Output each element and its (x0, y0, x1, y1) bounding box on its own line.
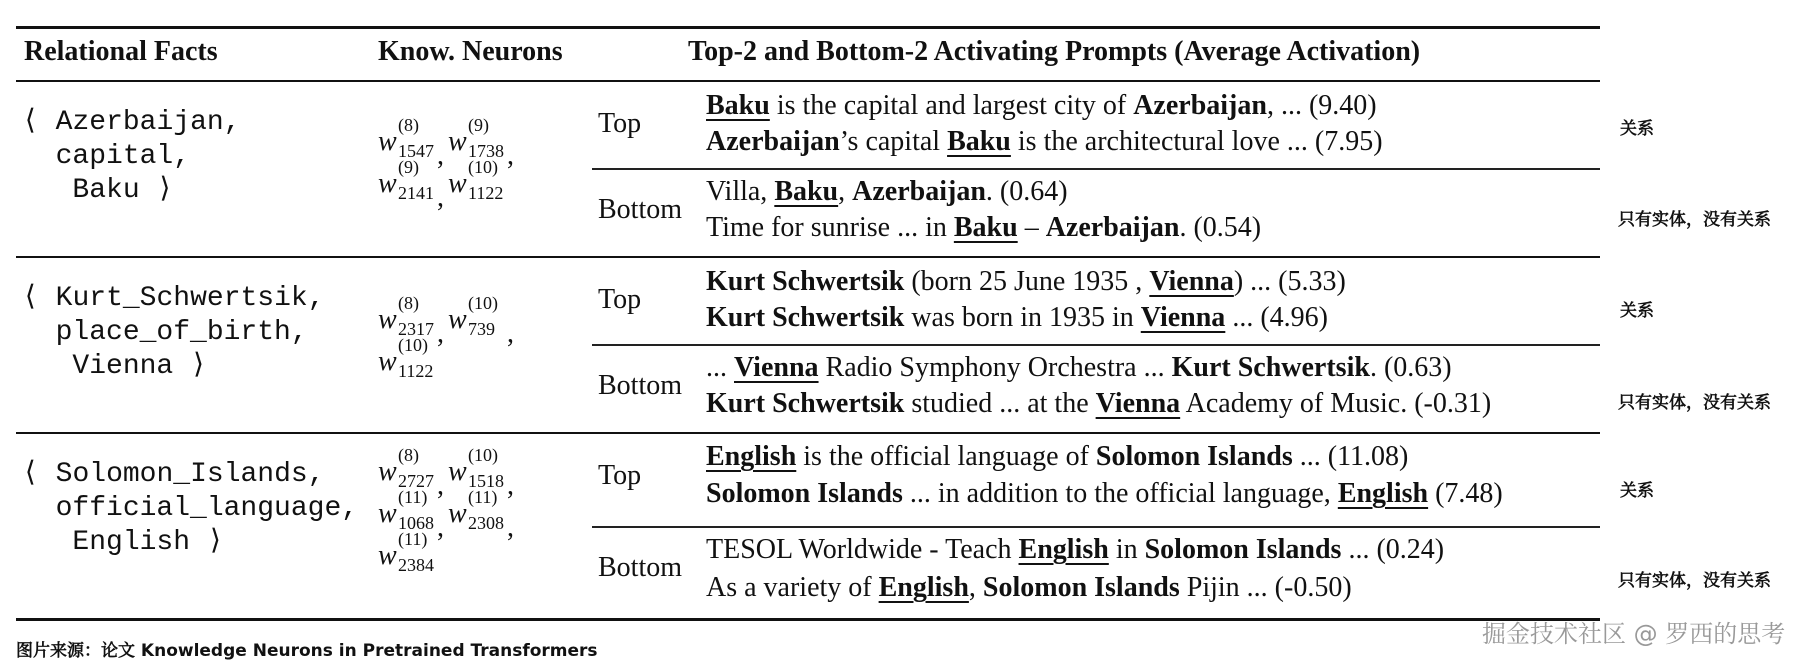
top-prompt-1-1-entity: Azerbaijan (1133, 90, 1267, 121)
top-prompt-1-1-text: , ... (9.40) (1266, 90, 1377, 121)
top-prompt-3-1-entity: Solomon Islands (1095, 441, 1293, 472)
top-prompt-1-2-text: ’s capital (839, 126, 948, 157)
neuron-layer: (8) (398, 115, 419, 135)
top-prompt-1-2-entity: Azerbaijan (706, 126, 840, 157)
bottom-prompt-1-1-entity: Azerbaijan (852, 176, 986, 207)
neuron-symbol: w (448, 498, 467, 529)
top-prompt-1-1 (706, 90, 1377, 122)
top-prompt-3-2-text: ... in addition to the official language, (902, 478, 1338, 509)
neuron-comma: , (437, 318, 444, 349)
neuron-symbol: w (378, 126, 397, 157)
top-prompt-2-2 (706, 302, 1328, 334)
bottom-prompt-1-1-text: . (0.64) (985, 176, 1068, 207)
bottom-prompt-3-1-entity-underline: English (1018, 534, 1109, 565)
neuron-symbol: w (448, 168, 467, 199)
top-label-1: Top (598, 108, 642, 139)
neuron-symbol: w (378, 168, 397, 199)
top-prompt-3-1-entity (706, 441, 796, 472)
bottom-label-2: Bottom (598, 370, 683, 401)
relational-fact-3: ⟨ Solomon_Islands, official_language, English ⟩ (22, 459, 359, 558)
bottom-label-3: Bottom (598, 552, 683, 583)
bottom-prompt-1-2 (706, 212, 1261, 244)
table-top-rule (16, 26, 1600, 29)
neuron-layer: (9) (468, 115, 489, 135)
top-prompt-1-2-text: is the architectural love ... (7.95) (1010, 126, 1383, 157)
neuron-index: 1068 (398, 513, 434, 533)
top-prompt-3-2-entity-underline: English (1337, 478, 1429, 509)
neuron-layer: (10) (398, 335, 428, 355)
bottom-prompt-1-2-entity: Azerbaijan (1045, 212, 1180, 243)
neuron-weight (378, 445, 434, 491)
bottom-prompt-2-1-entity-underline: Vienna (734, 352, 819, 383)
top-prompt-1-2-entity-underline: Baku (947, 126, 1011, 157)
top-label-3: Top (598, 460, 642, 491)
neuron-index: 1518 (468, 471, 504, 491)
midrule-1 (592, 168, 1600, 170)
neuron-weight (448, 115, 504, 161)
top-prompt-2-1-entity: Kurt Schwertsik (706, 266, 905, 297)
annotation-relation-2: 关系 (1620, 301, 1654, 321)
midrule-2 (592, 344, 1600, 346)
top-prompt-3-1 (706, 441, 1408, 473)
neuron-weight (448, 487, 504, 533)
midrule-3 (592, 526, 1600, 528)
neuron-comma: , (507, 318, 514, 349)
bottom-prompt-1-2-text: – (1017, 212, 1046, 243)
bottom-prompt-3-1 (706, 534, 1444, 566)
neuron-weight (378, 487, 434, 533)
bottom-prompt-3-1-text: ... (0.24) (1341, 534, 1445, 565)
neuron-index: 1738 (468, 141, 504, 161)
bottom-prompt-1-1-text: Villa, (706, 176, 775, 207)
neuron-index: 2317 (398, 319, 434, 339)
top-prompt-2-2-entity-underline: Vienna (1140, 302, 1226, 333)
top-label-2: Top (598, 284, 642, 315)
neuron-index: 1122 (468, 183, 504, 203)
neuron-symbol: w (448, 304, 467, 335)
neuron-symbol: w (378, 498, 397, 529)
bottom-prompt-3-2-entity-underline: English (878, 572, 969, 603)
neuron-layer: (11) (468, 487, 498, 507)
bottom-prompt-3-1-text: in (1108, 534, 1145, 565)
neuron-comma: , (507, 512, 514, 543)
neuron-weight (378, 115, 434, 161)
bottom-label-1: Bottom (598, 194, 683, 225)
bottom-prompt-1-1-text: , (838, 176, 853, 207)
top-prompt-3-2 (706, 478, 1503, 510)
neuron-weight (378, 293, 434, 339)
relational-fact-2: ⟨ Kurt_Schwertsik, place_of_birth, Vienna ⟩ (22, 283, 325, 382)
bottom-prompt-3-2-text: Pijin ... (-0.50) (1179, 572, 1352, 603)
neuron-weight (448, 293, 498, 339)
top-prompt-2-1-entity-underline: Vienna (1149, 266, 1234, 297)
bottom-prompt-2-2-entity-underline: Vienna (1095, 388, 1181, 419)
annotation-entity-only-3: 只有实体，没有关系 (1618, 571, 1771, 591)
bottom-prompt-1-2-entity (954, 212, 1018, 243)
neuron-layer: (10) (468, 157, 498, 177)
neuron-weight (448, 445, 504, 491)
top-prompt-2-2-text: ... (4.96) (1225, 302, 1328, 333)
bottom-prompt-2-1-entity: Kurt Schwertsik (1171, 352, 1370, 383)
neuron-layer: (10) (468, 445, 498, 465)
annotation-entity-only-2: 只有实体，没有关系 (1618, 393, 1771, 413)
header-relational-facts: Relational Facts (24, 36, 218, 67)
top-prompt-2-2-entity (1141, 302, 1226, 333)
row-rule-2 (16, 432, 1600, 434)
header-know-neurons: Know. Neurons (378, 36, 563, 67)
bottom-prompt-1-1-entity-underline: Baku (774, 176, 839, 207)
bottom-prompt-2-1-text: Radio Symphony Orchestra ... (818, 352, 1172, 383)
bottom-prompt-3-2-text: As a variety of (706, 572, 879, 603)
top-prompt-3-1-text: is the official language of (796, 441, 1096, 472)
neuron-comma: , (437, 140, 444, 171)
neuron-index: 1122 (398, 361, 434, 381)
bottom-prompt-3-2-entity: Solomon Islands (982, 572, 1180, 603)
bottom-prompt-1-2-entity-underline: Baku (953, 212, 1018, 243)
neuron-layer: (8) (398, 293, 419, 313)
neuron-index: 2308 (468, 513, 504, 533)
neuron-weight (378, 335, 434, 381)
annotation-entity-only-1: 只有实体，没有关系 (1618, 210, 1771, 230)
bottom-prompt-3-1-entity (1019, 534, 1109, 565)
bottom-prompt-1-1-entity (774, 176, 838, 207)
bottom-prompt-2-1-entity (734, 352, 819, 383)
bottom-prompt-1-2-text: . (0.54) (1179, 212, 1262, 243)
bottom-prompt-2-2-text: studied ... at the (904, 388, 1096, 419)
neuron-symbol: w (448, 456, 467, 487)
top-prompt-2-2-text: was born in 1935 in (904, 302, 1141, 333)
bottom-prompt-2-2-entity (1096, 388, 1181, 419)
annotation-relation-1: 关系 (1620, 119, 1654, 139)
neuron-comma: , (437, 182, 444, 213)
top-prompt-2-1-text: (born 25 June 1935 , (904, 266, 1150, 297)
neuron-comma: , (437, 512, 444, 543)
top-prompt-3-1-text: ... (11.08) (1292, 441, 1409, 472)
neuron-symbol: w (378, 456, 397, 487)
bottom-prompt-2-2 (706, 388, 1491, 420)
neuron-layer: (8) (398, 445, 419, 465)
header-rule (16, 80, 1600, 82)
neuron-layer: (11) (398, 487, 428, 507)
bottom-prompt-2-1 (706, 352, 1452, 384)
top-prompt-1-2-entity (947, 126, 1011, 157)
bottom-prompt-3-2 (706, 572, 1352, 604)
top-prompt-2-1-text: ) ... (5.33) (1233, 266, 1346, 297)
neuron-layer: (11) (398, 529, 428, 549)
neuron-comma: , (507, 470, 514, 501)
header-activating-prompts: Top-2 and Bottom-2 Activating Prompts (Average Activation) (688, 36, 1421, 67)
watermark: 掘金技术社区 @ 罗西的思考 (1482, 620, 1786, 648)
bottom-prompt-3-1-text: TESOL Worldwide - Teach (706, 534, 1019, 565)
figure-source: 图片来源：论文 Knowledge Neurons in Pretrained Transformers (16, 641, 598, 661)
relational-fact-1: ⟨ Azerbaijan, capital, Baku ⟩ (22, 107, 241, 206)
row-rule-1 (16, 256, 1600, 258)
table-bottom-rule (16, 618, 1600, 621)
neuron-layer: (10) (468, 293, 498, 313)
bottom-prompt-3-1-entity: Solomon Islands (1144, 534, 1342, 565)
neuron-symbol: w (378, 540, 397, 571)
neuron-symbol: w (448, 126, 467, 157)
neuron-symbol: w (378, 304, 397, 335)
neuron-weight (378, 157, 434, 203)
bottom-prompt-2-2-entity: Kurt Schwertsik (706, 388, 905, 419)
top-prompt-3-1-entity-underline: English (706, 441, 797, 472)
top-prompt-3-2-text: (7.48) (1428, 478, 1503, 509)
bottom-prompt-3-2-entity (879, 572, 969, 603)
bottom-prompt-1-2-text: Time for sunrise ... in (706, 212, 954, 243)
neuron-comma: , (507, 140, 514, 171)
annotation-relation-3: 关系 (1620, 481, 1654, 501)
top-prompt-3-2-entity: Solomon Islands (706, 478, 903, 509)
top-prompt-2-1 (706, 266, 1346, 298)
top-prompt-1-2 (706, 126, 1383, 158)
neuron-weight (378, 529, 434, 575)
neuron-index: 739 (468, 319, 495, 339)
top-prompt-2-1-entity (1149, 266, 1234, 297)
top-prompt-3-2-entity (1338, 478, 1428, 509)
neuron-layer: (9) (398, 157, 419, 177)
bottom-prompt-2-1-text: . (0.63) (1369, 352, 1452, 383)
neuron-weight (448, 157, 504, 203)
top-prompt-1-1-entity-underline: Baku (706, 90, 770, 121)
neuron-index: 1547 (398, 141, 434, 161)
top-prompt-1-1-text: is the capital and largest city of (769, 90, 1134, 121)
bottom-prompt-1-1 (706, 176, 1068, 208)
neuron-index: 2727 (398, 471, 434, 491)
neuron-comma: , (437, 470, 444, 501)
neuron-symbol: w (378, 346, 397, 377)
bottom-prompt-2-1-text: ... (706, 352, 734, 383)
bottom-prompt-2-2-text: Academy of Music. (-0.31) (1180, 388, 1492, 419)
top-prompt-2-2-entity: Kurt Schwertsik (706, 302, 905, 333)
neuron-index: 2141 (398, 183, 434, 203)
bottom-prompt-3-2-text: , (968, 572, 983, 603)
neuron-index: 2384 (398, 555, 434, 575)
top-prompt-1-1-entity (706, 90, 770, 121)
